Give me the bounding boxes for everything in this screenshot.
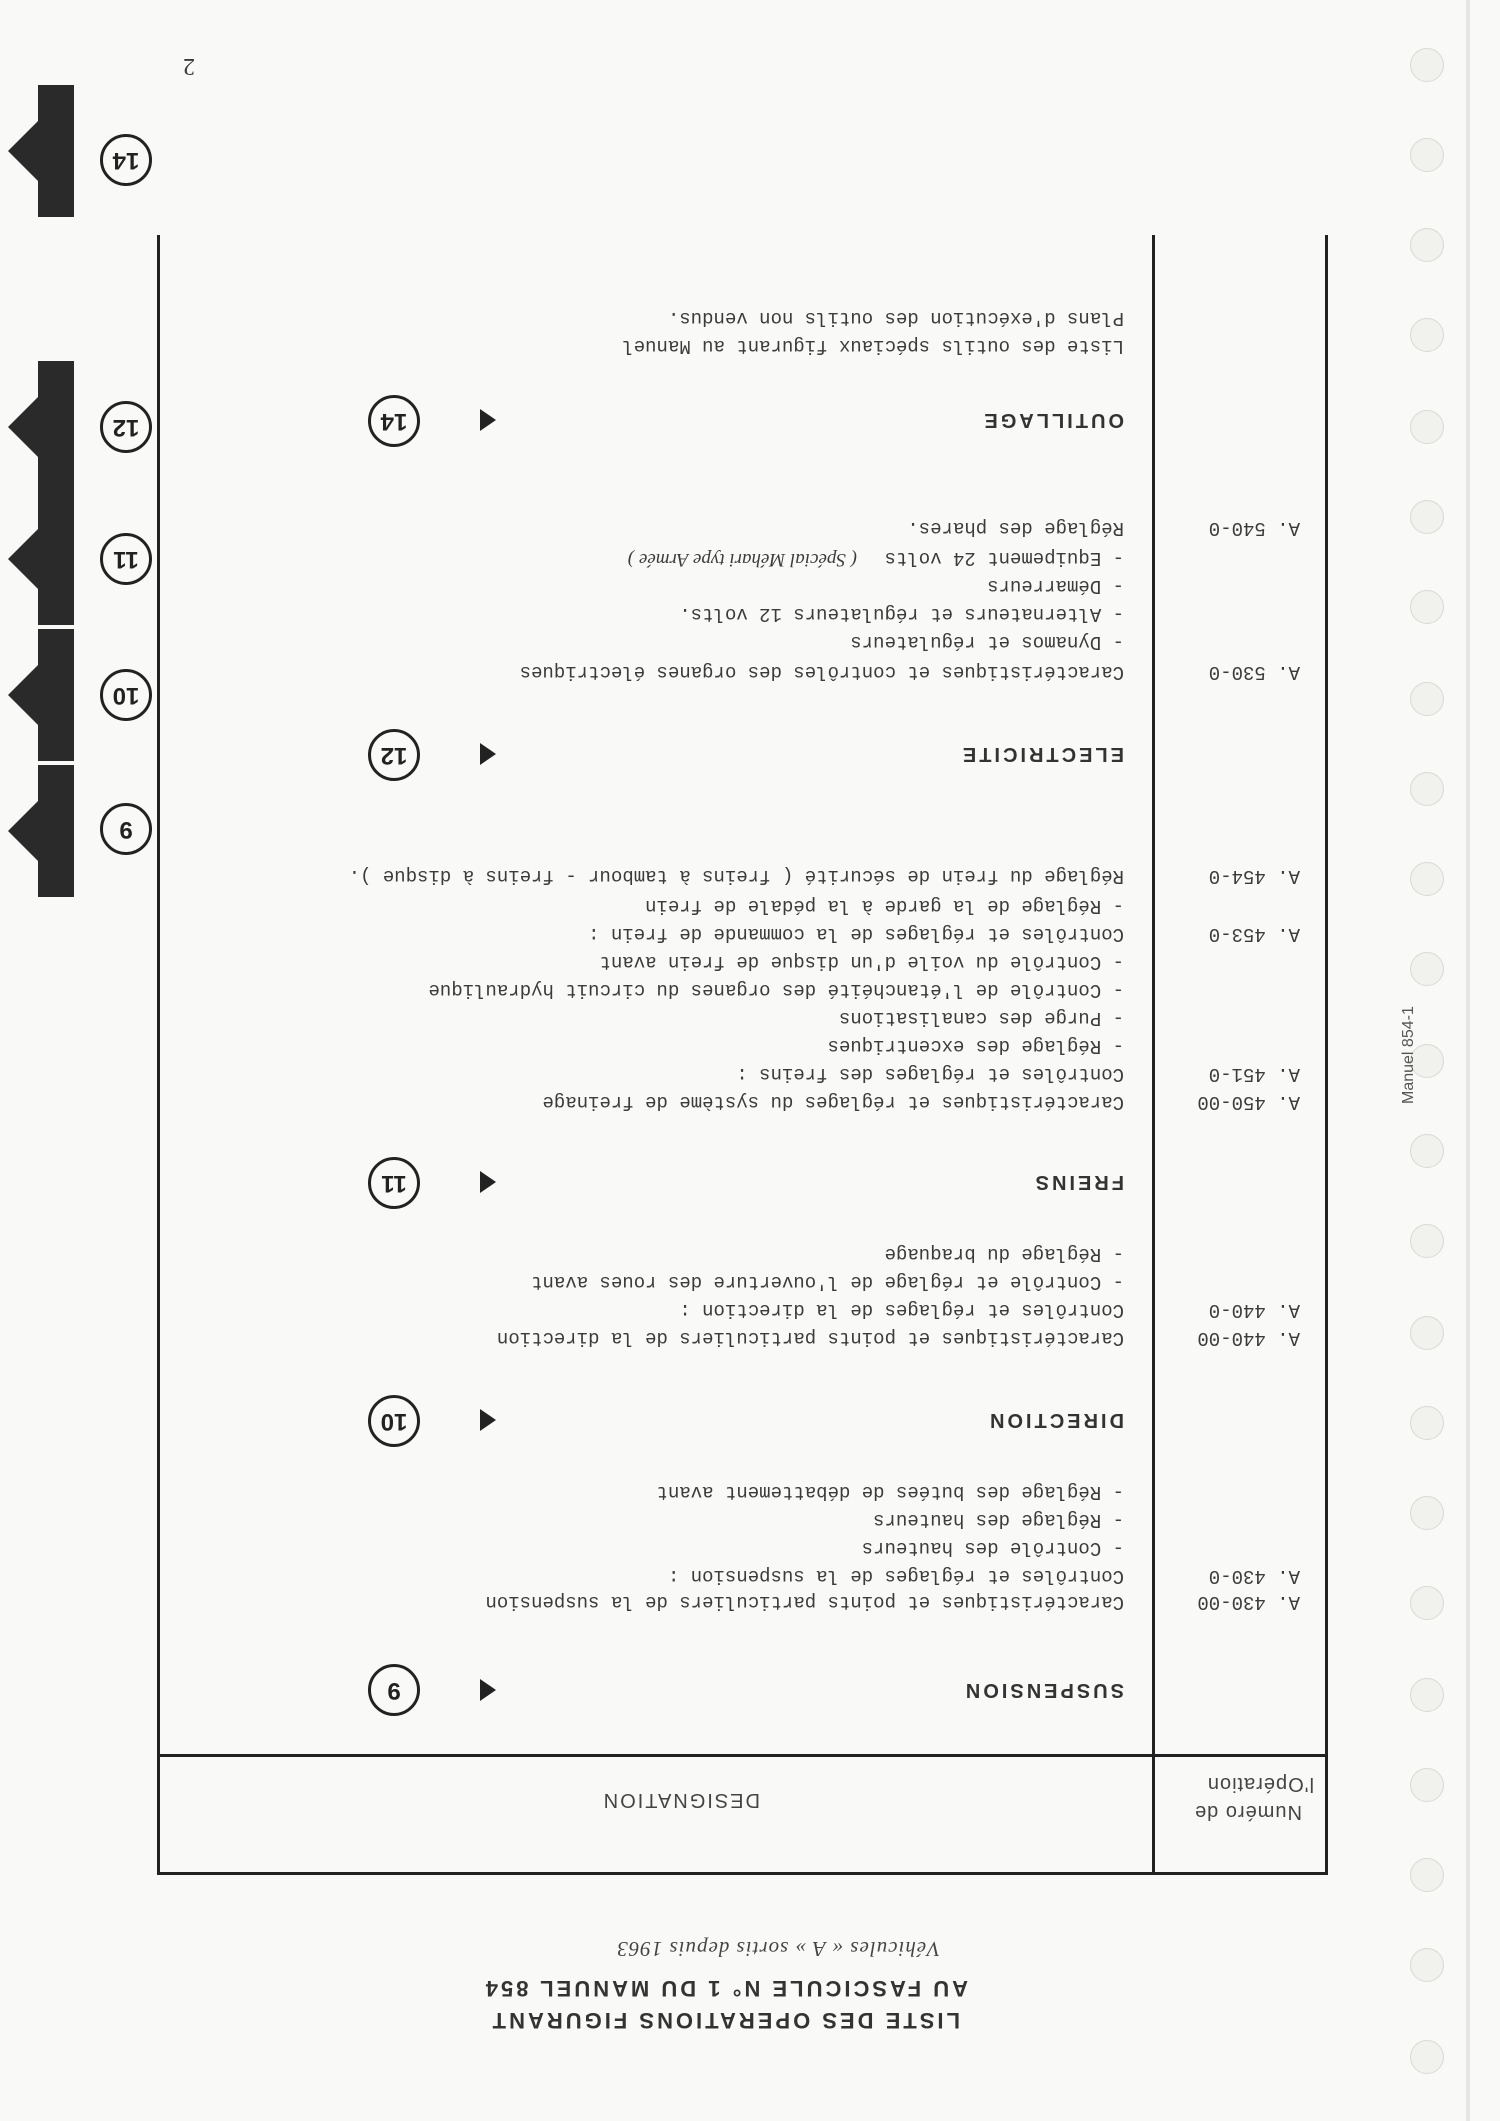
section-ref-outillage: 14: [368, 395, 420, 447]
header-opnum-line2: l'Opération: [1206, 1773, 1314, 1795]
op-code: A. 450-00: [1197, 1091, 1300, 1113]
section-title-outillage: OUTILLAGE: [981, 409, 1124, 431]
designation-line: - Contrôle et réglage de l'ouverture des roues avant: [531, 1271, 1124, 1293]
designation-line: - Purge des canalisations: [838, 1007, 1124, 1029]
section-title-direction: DIRECTION: [987, 1409, 1124, 1431]
section-ref-direction: 10: [368, 1395, 420, 1447]
section-ref-freins: 11: [368, 1157, 420, 1209]
designation-line: Liste des outils spéciaux figurant au Manuel: [622, 335, 1124, 357]
op-code: A. 430-0: [1208, 1565, 1300, 1587]
designation-line: - Réglage du braquage: [884, 1243, 1124, 1265]
table-left-border: [1325, 235, 1328, 1875]
section-ref-electricite: 12: [368, 729, 420, 781]
designation-line: - Réglage des excentriques: [827, 1035, 1124, 1057]
arrow-left-icon: [480, 1679, 496, 1701]
op-code: A. 430-00: [1197, 1591, 1300, 1613]
tab-arrow-icon: [8, 85, 74, 217]
designation-line: - Dynamos et régulateurs: [850, 631, 1124, 653]
edge-tab-14[interactable]: 14: [100, 134, 152, 186]
designation-line: - Démarreurs: [987, 575, 1124, 597]
header-designation: DESIGNATION: [601, 1789, 760, 1811]
tab-arrow-icon: [8, 765, 74, 897]
designation-line: - Contrôle des hauteurs: [861, 1537, 1124, 1559]
edge-tab-10[interactable]: 10: [100, 669, 152, 721]
designation-line: - Réglage de la garde à la pédale de frein: [645, 895, 1124, 917]
tab-arrow-icon: [8, 361, 74, 493]
section-ref-suspension: 9: [368, 1664, 420, 1716]
arrow-left-icon: [480, 1409, 496, 1431]
designation-line: Contrôles et réglages de la direction :: [679, 1299, 1124, 1321]
edge-tab-9[interactable]: 9: [100, 803, 152, 855]
doc-subtitle: Véhicules « A » sortis depuis 1963: [616, 1937, 940, 1961]
arrow-left-icon: [480, 743, 496, 765]
op-code: A. 540-0: [1208, 517, 1300, 539]
op-code: A. 453-0: [1208, 923, 1300, 945]
op-code: A. 530-0: [1208, 661, 1300, 683]
designation-line: Réglage du frein de sécurité ( freins à tambour - freins à disque ).: [348, 865, 1124, 887]
tab-arrow-icon: [8, 493, 74, 625]
designation-line: - Alternateurs et régulateurs 12 volts.: [679, 603, 1124, 625]
designation-line: Contrôles et réglages de la commande de frein :: [588, 923, 1124, 945]
doc-title-line1: LISTE DES OPERATIONS FIGURANT: [489, 2008, 960, 2033]
arrow-left-icon: [480, 1171, 496, 1193]
header-opnum-line1: Numéro de: [1194, 1801, 1302, 1823]
designation-line: Plans d'exécution des outils non vendus.: [667, 307, 1124, 329]
section-title-freins: FREINS: [1032, 1171, 1124, 1193]
manual-side-label: Manuel 854-1: [1400, 1006, 1417, 1104]
designation-line: - Contrôle du voile d'un disque de frein avant: [599, 951, 1124, 973]
edge-tab-11[interactable]: 11: [100, 533, 152, 585]
designation-line: Contrôles et réglages de la suspension :: [667, 1565, 1124, 1587]
designation-line: Caractéristiques et points particuliers de la suspension: [485, 1591, 1124, 1613]
designation-line: Contrôles et réglages des freins :: [736, 1063, 1124, 1085]
edge-tab-12[interactable]: 12: [100, 401, 152, 453]
op-code: A. 454-0: [1208, 865, 1300, 887]
designation-line: Caractéristiques et points particuliers de la direction: [496, 1327, 1124, 1349]
op-code: A. 440-00: [1197, 1327, 1300, 1349]
doc-title-line2: AU FASCICULE N° 1 DU MANUEL 854: [482, 1976, 968, 2001]
column-divider: [1152, 235, 1155, 1875]
designation-line: - Contrôle de l'étanchéité des organes du circuit hydraulique: [428, 979, 1124, 1001]
section-title-suspension: SUSPENSION: [962, 1679, 1124, 1701]
tab-arrow-icon: [8, 629, 74, 761]
designation-line: - Réglage des butées de débattement avant: [656, 1481, 1124, 1503]
table-right-border: [157, 235, 160, 1875]
section-title-electricite: ELECTRICITE: [959, 743, 1124, 765]
page-number: 2: [183, 53, 195, 79]
designation-line: - Réglage des hauteurs: [873, 1509, 1124, 1531]
arrow-left-icon: [480, 409, 496, 431]
designation-line: Caractéristiques et réglages du système de freinage: [542, 1091, 1124, 1113]
designation-line-note: ( Spécial Méhari type Armée ): [627, 549, 857, 570]
designation-line: Réglage des phares.: [907, 517, 1124, 539]
op-code: A. 451-0: [1208, 1063, 1300, 1085]
designation-line: Caractéristiques et contrôles des organes électriques: [519, 661, 1124, 683]
designation-line: - Equipement 24 volts: [884, 547, 1124, 569]
op-code: A. 440-0: [1208, 1299, 1300, 1321]
